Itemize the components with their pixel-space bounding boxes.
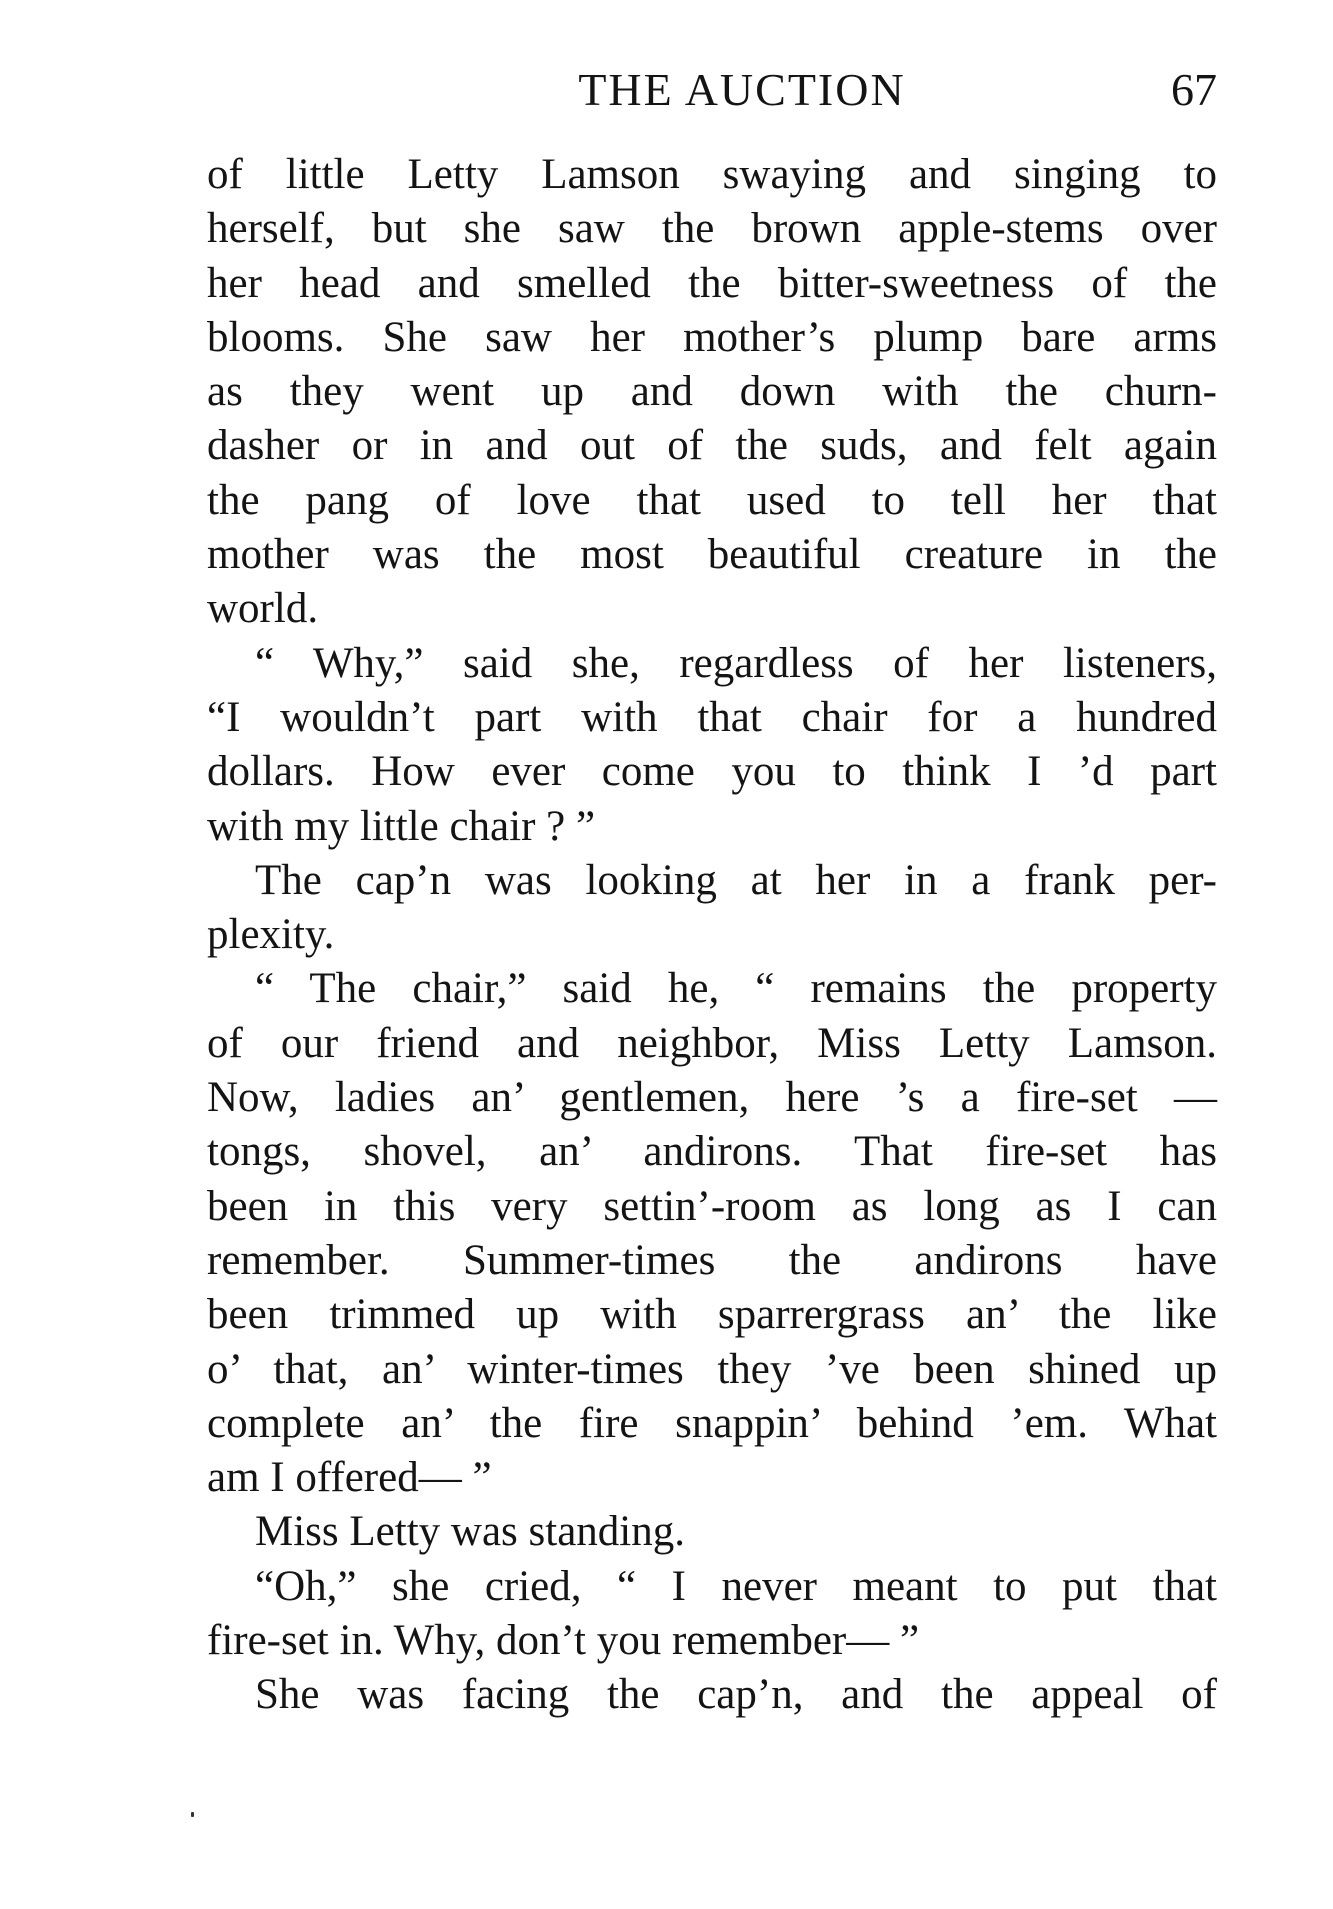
- text-line: plexity.: [207, 911, 335, 959]
- text-line: with my little chair ? ”: [207, 802, 596, 850]
- text-line: her head and smelled the bitter-sweetness of the: [207, 259, 1217, 307]
- text-line: mother was the most beautiful creature in the: [207, 531, 1217, 579]
- text-line: been in this very settin’-room as long as I can: [207, 1182, 1217, 1230]
- body-text: [207, 148, 1217, 1723]
- text-line: o’ that, an’ winter-times they ’ve been shined up: [207, 1345, 1217, 1393]
- text-line: the pang of love that used to tell her that: [207, 476, 1217, 524]
- print-speck: [191, 1812, 194, 1817]
- text-line: world.: [207, 585, 319, 633]
- text-line: Now, ladies an’ gentlemen, here ’s a fire-set —: [207, 1074, 1217, 1122]
- text-line: herself, but she saw the brown apple-stems over: [207, 205, 1217, 253]
- text-line: “ The chair,” said he, “ remains the property: [255, 965, 1217, 1013]
- text-line: of our friend and neighbor, Miss Letty Lamson.: [207, 1019, 1217, 1067]
- text-line: “I wouldn’t part with that chair for a hundred: [207, 693, 1217, 741]
- text-line: dasher or in and out of the suds, and felt again: [207, 422, 1217, 470]
- text-line: been trimmed up with sparrergrass an’ the like: [207, 1291, 1217, 1339]
- page-number: 67: [1171, 64, 1217, 115]
- text-line: remember. Summer-times the andirons have: [207, 1236, 1217, 1284]
- text-line: as they went up and down with the churn-: [207, 368, 1217, 416]
- text-line: blooms. She saw her mother’s plump bare arms: [207, 313, 1217, 361]
- text-line: complete an’ the fire snappin’ behind ’em. What: [207, 1399, 1217, 1447]
- text-line: Miss Letty was standing.: [255, 1508, 685, 1556]
- text-line: am I offered— ”: [207, 1454, 492, 1502]
- text-line: “ Why,” said she, regardless of her listeners,: [255, 639, 1217, 687]
- text-line: “Oh,” she cried, “ I never meant to put that: [255, 1562, 1217, 1610]
- text-line: tongs, shovel, an’ andirons. That fire-set has: [207, 1128, 1217, 1176]
- text-line: of little Letty Lamson swaying and singing to: [207, 151, 1217, 198]
- text-line: fire-set in. Why, don’t you remember— ”: [207, 1617, 920, 1665]
- text-line: The cap’n was looking at her in a frank per-: [255, 856, 1217, 904]
- text-line: She was facing the cap’n, and the appeal of: [255, 1671, 1217, 1719]
- text-line: dollars. How ever come you to think I ’d part: [207, 748, 1217, 796]
- running-head: [207, 60, 1217, 120]
- running-head-title: THE AUCTION: [578, 64, 906, 115]
